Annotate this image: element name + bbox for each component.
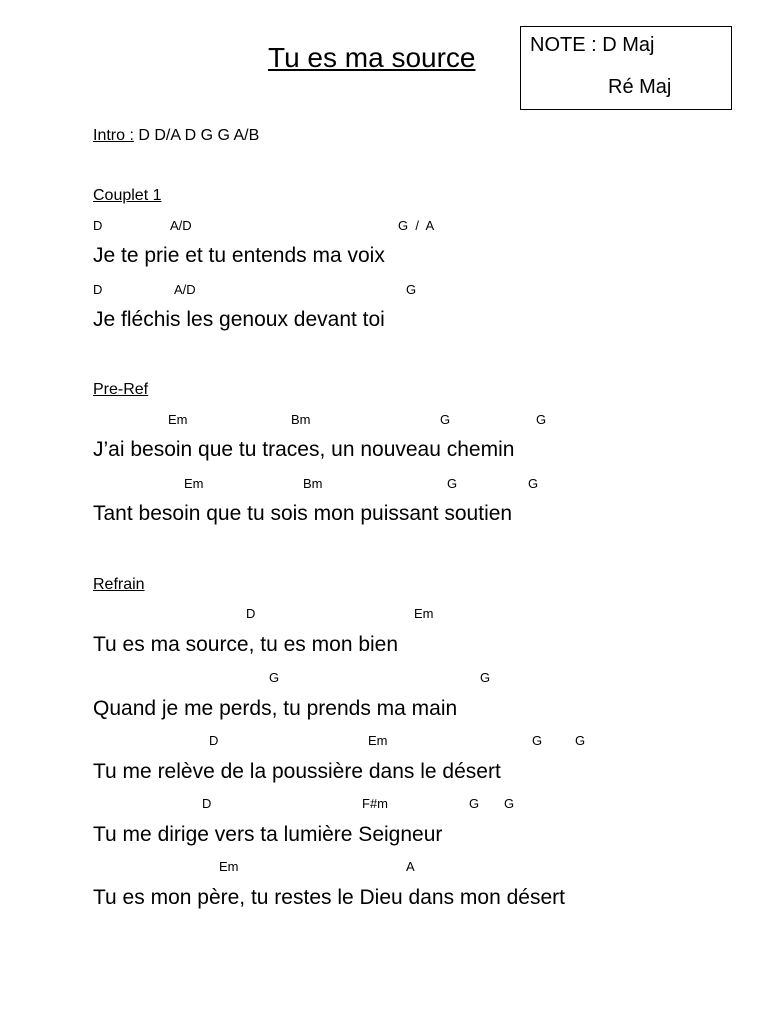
chord: D [93,282,103,297]
chord: G [447,476,458,491]
chord: G [532,733,543,748]
intro-label: Intro : [93,127,134,144]
chord: D [93,218,103,233]
chord: A [406,859,415,874]
chord: G [575,733,586,748]
lyric-line: Je fléchis les genoux devant toi [93,308,385,331]
chord: Bm [291,412,311,427]
chord: G [528,476,539,491]
chord: D [246,606,256,621]
lyric-line: Tu es ma source, tu es mon bien [93,633,399,656]
lyric-line: Tant besoin que tu sois mon puissant soutien [93,502,513,525]
lyric-line: Tu es mon père, tu restes le Dieu dans mon désert [93,886,565,909]
note-key-line: NOTE : D Maj [530,34,655,56]
chord: G [504,796,515,811]
chord: G [469,796,480,811]
song-title: Tu es ma source [268,42,476,73]
note-key-french: Ré Maj [608,76,672,98]
chord: D [202,796,212,811]
lyric-line: Tu me dirige vers ta lumière Seigneur [93,823,443,846]
chord: A/D [174,282,196,297]
chord: G / A [398,218,435,233]
section-heading-couplet: Couplet 1 [93,187,162,204]
chord: G [536,412,547,427]
lyric-line: J’ai besoin que tu traces, un nouveau chemin [93,438,515,461]
chord: D [209,733,219,748]
lyric-line: Tu me relève de la poussière dans le désert [93,760,501,783]
lyric-line: Quand je me perds, tu prends ma main [93,697,458,720]
chord: Em [184,476,204,491]
chord: G [440,412,451,427]
chord: G [480,670,491,685]
chord: G [406,282,417,297]
chord: G [269,670,280,685]
chord: F#m [362,796,388,811]
intro-line [93,127,259,145]
chord: Em [414,606,434,621]
chord: Em [219,859,239,874]
chord: Em [368,733,388,748]
intro-chords: D D/A D G G A/B [133,127,260,144]
lyric-line: Je te prie et tu entends ma voix [93,244,385,267]
chord: Bm [303,476,323,491]
section-heading-refrain: Refrain [93,576,145,593]
section-heading-preref: Pre-Ref [93,381,149,398]
chord: A/D [170,218,192,233]
chord: Em [168,412,188,427]
